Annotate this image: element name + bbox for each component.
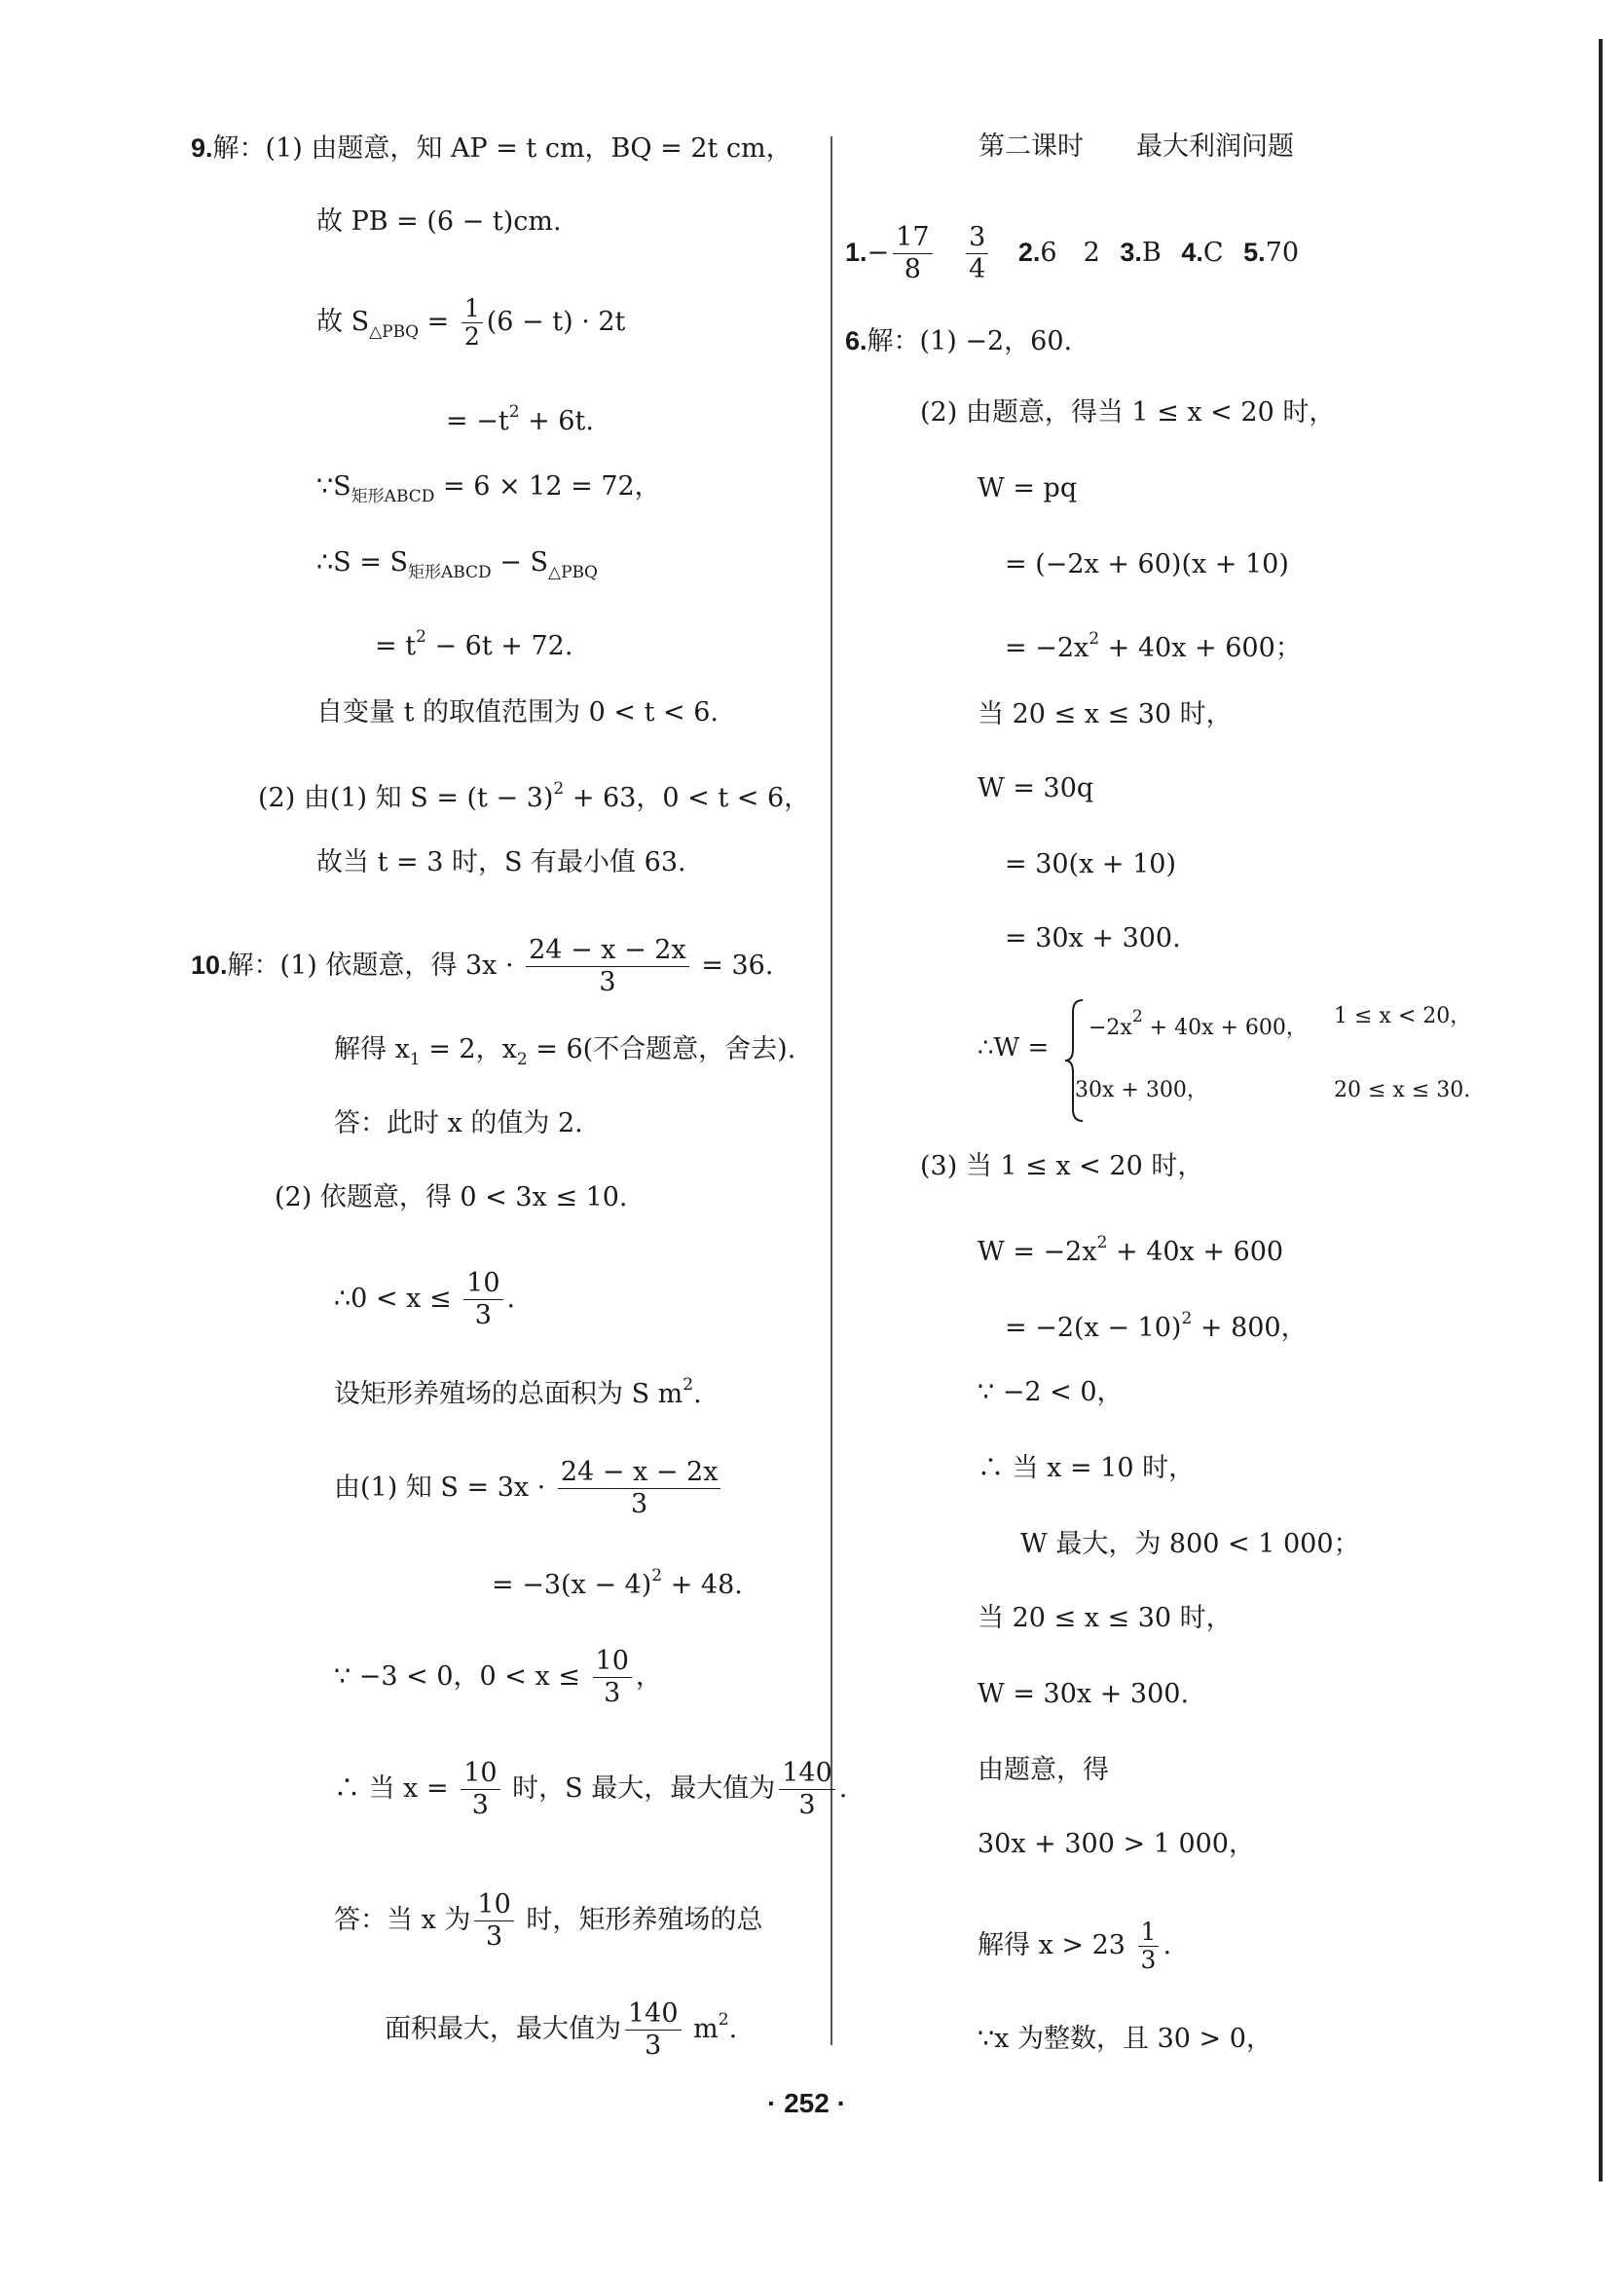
p9-line-1: 9.解：(1) 由题意，知 AP = t cm，BQ = 2t cm， <box>191 133 793 164</box>
fraction: $\frac{24 - x - 2x}{3}$ <box>526 935 689 998</box>
q6-line-1: 6.解：(1) −2，60. <box>845 326 1073 356</box>
q6-line-5: = $-2x^2 + 40x + 600$； <box>1005 629 1302 663</box>
fraction: $\frac{10}{3}$ <box>463 1268 502 1331</box>
fraction: $\frac{10}{3}$ <box>461 1758 499 1821</box>
q6-line-14: ∴ 当 x = 10 时， <box>978 1453 1196 1483</box>
q6-line-12: = $-2(x - 10)^2 + 800$， <box>1005 1309 1308 1343</box>
pw-case-1: $-2x^2 + 40x + 600$， <box>1089 1007 1308 1040</box>
p10-line-2: 解得 $x_1 = 2$，$x_2 = 6$(不合题意，舍去). <box>334 1034 796 1069</box>
fraction: $\frac{3}{4}$ <box>966 222 988 285</box>
pw-case-2: 30x + 300， <box>1075 1078 1208 1102</box>
p9-line-9: (2) 由(1) 知 $S = (t - 3)^2 + 63$，0 < t < 6， <box>258 779 811 813</box>
page-edge-shadow <box>1599 39 1603 2181</box>
q6-line-9: = 30x + 300. <box>1005 923 1181 953</box>
p9-line-3: 故 $S_{\triangle PBQ}$ = $\frac{1}{2}$ (6 − t) · 2t <box>316 294 626 351</box>
q6-line-8: = 30(x + 10) <box>1005 849 1177 879</box>
p10-line-8: = $-3(x - 4)^2 + 48$. <box>492 1566 743 1600</box>
p10-line-1: 10.解：(1) 依题意，得 3x · $\frac{24 - x - 2x}{3}$ = 36. <box>191 935 774 997</box>
fraction: $\frac{17}{8}$ <box>893 222 932 285</box>
fraction: $\frac{10}{3}$ <box>593 1646 632 1709</box>
p9-line-5: $\because S_{矩形ABCD} = 6 \times 12 = 72$， <box>316 471 661 506</box>
q6-line-13: ∵ −2 < 0， <box>978 1377 1124 1407</box>
pw-cond-1: 1 ≤ x < 20， <box>1334 1004 1472 1028</box>
q6-line-16: 当 20 ≤ x ≤ 30 时， <box>978 1603 1233 1633</box>
fraction: $\frac{1}{3}$ <box>1138 1919 1160 1974</box>
p10-line-11: 答：当 x 为 $\frac{10}{3}$ 时，矩形养殖场的总 <box>334 1889 763 1952</box>
p10-line-3: 答：此时 x 的值为 2. <box>334 1108 583 1138</box>
q6-line-10: (3) 当 1 ≤ x < 20 时， <box>920 1151 1204 1181</box>
p10-line-9: ∵ −3 < 0，0 < x ≤ $\frac{10}{3}$ ， <box>334 1646 662 1708</box>
pw-cond-2: 20 ≤ x ≤ 30. <box>1334 1078 1471 1102</box>
fraction: $\frac{24 - x - 2x}{3}$ <box>558 1457 721 1520</box>
q6-line-6: 当 20 ≤ x ≤ 30 时， <box>978 699 1233 729</box>
fraction: $\frac{1}{2}$ <box>461 295 483 351</box>
q6-line-18: 由题意，得 <box>978 1755 1109 1785</box>
answers-1-5: 1.− $\frac{17}{8}$ $\frac{3}{4}$ 2.6 2 3.B 4.C 5.70 <box>845 222 1300 284</box>
p9-line-7: = $t^2 - 6t + 72$. <box>375 627 573 661</box>
q6-line-21: ∵x 为整数，且 30 > 0， <box>978 2024 1273 2054</box>
q6-line-20: 解得 x > 23 $\frac{1}{3}$ . <box>978 1918 1172 1974</box>
fraction: $\frac{10}{3}$ <box>474 1889 513 1953</box>
q6-line-2: (2) 由题意，得当 1 ≤ x < 20 时， <box>920 397 1336 428</box>
p9-line-6: ∴S = $S_{矩形ABCD} - S_{\triangle PBQ}$ <box>316 547 598 582</box>
q6-line-4: = (−2x + 60)(x + 10) <box>1005 549 1289 579</box>
pw-lhs: ∴W = <box>978 1033 1050 1062</box>
p10-line-6: 设矩形养殖场的总面积为 S $m^2$. <box>334 1375 702 1409</box>
fraction: $\frac{140}{3}$ <box>625 1998 682 2062</box>
q6-line-3: W = pq <box>978 473 1078 503</box>
section-title: 第二课时 最大利润问题 <box>978 131 1294 162</box>
p10-line-4: (2) 依题意，得 0 < 3x ≤ 10. <box>275 1182 628 1212</box>
fraction: $\frac{140}{3}$ <box>779 1758 835 1821</box>
p10-line-10: ∴ 当 x = $\frac{10}{3}$ 时，S 最大，最大值为 $\frac{140}{3}$ . <box>334 1758 848 1820</box>
q6-line-17: W = 30x + 300. <box>978 1679 1190 1709</box>
p10-line-12: 面积最大，最大值为 $\frac{140}{3}$ $m^2$. <box>385 1998 738 2061</box>
q6-line-19: 30x + 300 > 1 000， <box>978 1829 1255 1859</box>
q6-line-11: $W = -2x^2 + 40x + 600$ <box>978 1233 1284 1267</box>
p9-line-4: = $-t^2 + 6t$. <box>446 402 594 436</box>
q6-line-7: W = 30q <box>978 773 1094 803</box>
page-number: · 252 · <box>767 2088 846 2118</box>
p10-line-5: ∴0 < x ≤ $\frac{10}{3}$ . <box>334 1268 516 1330</box>
p9-line-2: 故 PB = (6 − t)cm. <box>316 206 562 237</box>
q6-line-15: W 最大，为 800 < 1 000； <box>1020 1529 1360 1559</box>
p9-line-10: 故当 t = 3 时，S 有最小值 63. <box>316 847 686 877</box>
p10-line-7: 由(1) 知 S = 3x · $\frac{24 - x - 2x}{3}$ <box>334 1457 724 1520</box>
p9-line-8: 自变量 t 的取值范围为 0 < t < 6. <box>316 697 719 727</box>
